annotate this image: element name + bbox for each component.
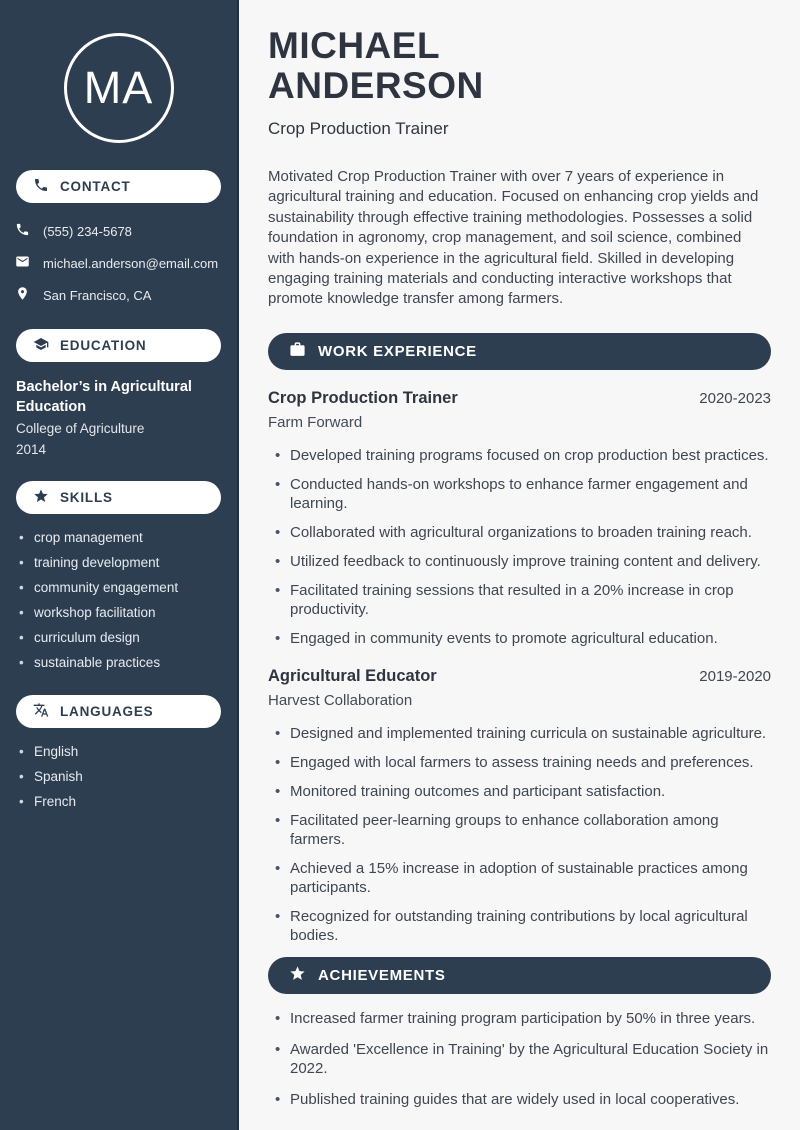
job-bullet: • Monitored training outcomes and participant satisfaction.	[268, 782, 771, 801]
job-bullet: • Engaged in community events to promote agricultural education.	[268, 629, 771, 648]
avatar-initials: MA	[83, 62, 154, 113]
achievements-section-header	[268, 957, 771, 994]
language-item: • Spanish	[18, 769, 221, 785]
job-header	[268, 667, 771, 686]
first-name: MICHAEL	[268, 25, 441, 66]
achievements-heading: ACHIEVEMENTS	[318, 966, 446, 984]
work-experience-section-header	[268, 333, 771, 370]
education-heading: EDUCATION	[60, 338, 147, 353]
job-company: Harvest Collaboration	[268, 691, 413, 709]
sidebar	[0, 0, 239, 1130]
contact-email-row	[15, 254, 223, 273]
main-content	[239, 0, 800, 1130]
contact-phone-value: (555) 234-5678	[43, 223, 132, 239]
briefcase-icon	[289, 341, 306, 362]
job-bullet: • Recognized for outstanding training contributions by local agricultural bodies.	[268, 907, 771, 945]
star-icon	[33, 488, 49, 507]
skills-heading: SKILLS	[60, 490, 113, 505]
job-bullet: • Utilized feedback to continuously improve training content and delivery.	[268, 552, 771, 571]
skills-section-header	[16, 481, 221, 514]
skill-item: • workshop facilitation	[18, 605, 221, 621]
job-company: Farm Forward	[268, 413, 363, 431]
job-dates: 2020-2023	[699, 389, 771, 407]
job-entry	[268, 389, 771, 648]
skill-item: • sustainable practices	[18, 655, 221, 671]
contact-phone-row	[15, 222, 223, 241]
education-year: 2014	[16, 442, 47, 457]
education-degree: Bachelor’s in Agricultural Education	[16, 379, 192, 415]
job-dates: 2019-2020	[699, 667, 771, 685]
skills-list	[18, 530, 221, 671]
job-bullet: • Facilitated peer-learning groups to enhance collaboration among farmers.	[268, 811, 771, 849]
skill-item: • crop management	[18, 530, 221, 546]
graduation-cap-icon	[33, 336, 49, 355]
page-title	[268, 26, 771, 106]
phone-icon	[33, 177, 49, 196]
role-title: Crop Production Trainer	[268, 119, 449, 138]
language-item: • English	[18, 744, 221, 760]
languages-heading: LANGUAGES	[60, 704, 154, 719]
contact-location-value: San Francisco, CA	[43, 287, 152, 303]
job-bullet: • Developed training programs focused on crop production best practices.	[268, 446, 771, 465]
job-bullet: • Engaged with local farmers to assess training needs and preferences.	[268, 753, 771, 772]
job-bullet: • Achieved a 15% increase in adoption of sustainable practices among participants.	[268, 859, 771, 897]
star-icon	[289, 965, 306, 986]
contact-heading: CONTACT	[60, 179, 131, 194]
job-title: Agricultural Educator	[268, 666, 437, 685]
phone-icon	[15, 222, 30, 241]
contact-section-header	[16, 170, 221, 203]
contact-email-value: michael.anderson@email.com	[43, 255, 219, 271]
education-section-header	[16, 329, 221, 362]
skill-item: • curriculum design	[18, 630, 221, 646]
job-title: Crop Production Trainer	[268, 388, 458, 407]
summary-paragraph: Motivated Crop Production Trainer with over 7 years of experience in agricultural training and education. Focused on enhancing crop yields and sustainability through effective training methodologies. Possesses a solid foundation in agronomy, crop management, and soil science, combined with hands-on experience in the agricultural field. Skilled in developing engaging training materials and conducting interactive workshops that promote knowledge transfer among farmers.	[268, 168, 759, 308]
skill-item: • training development	[18, 555, 221, 571]
achievements-list	[268, 1009, 771, 1109]
achievement-item: • Published training guides that are widely used in local cooperatives.	[268, 1090, 771, 1109]
education-school: College of Agriculture	[16, 421, 145, 436]
languages-list	[18, 744, 221, 810]
job-bullet: • Collaborated with agricultural organizations to broaden training reach.	[268, 523, 771, 542]
education-entry	[16, 377, 221, 457]
last-name: ANDERSON	[268, 65, 484, 106]
job-bullet: • Conducted hands-on workshops to enhance farmer engagement and learning.	[268, 475, 771, 513]
location-icon	[15, 286, 30, 305]
translate-icon	[33, 702, 49, 721]
job-entry	[268, 667, 771, 945]
achievement-item: • Increased farmer training program participation by 50% in three years.	[268, 1009, 771, 1028]
job-bullet-list	[268, 446, 771, 648]
achievement-item: • Awarded 'Excellence in Training' by the Agricultural Education Society in 2022.	[268, 1040, 771, 1078]
avatar	[64, 33, 174, 143]
email-icon	[15, 254, 30, 273]
language-item: • French	[18, 794, 221, 810]
job-bullet: • Designed and implemented training curricula on sustainable agriculture.	[268, 724, 771, 743]
work-experience-heading: WORK EXPERIENCE	[318, 342, 477, 360]
contact-list	[15, 222, 223, 305]
languages-section-header	[16, 695, 221, 728]
contact-location-row	[15, 286, 223, 305]
job-bullet: • Facilitated training sessions that resulted in a 20% increase in crop productivity.	[268, 581, 771, 619]
job-header	[268, 389, 771, 408]
job-bullet-list	[268, 724, 771, 945]
skill-item: • community engagement	[18, 580, 221, 596]
